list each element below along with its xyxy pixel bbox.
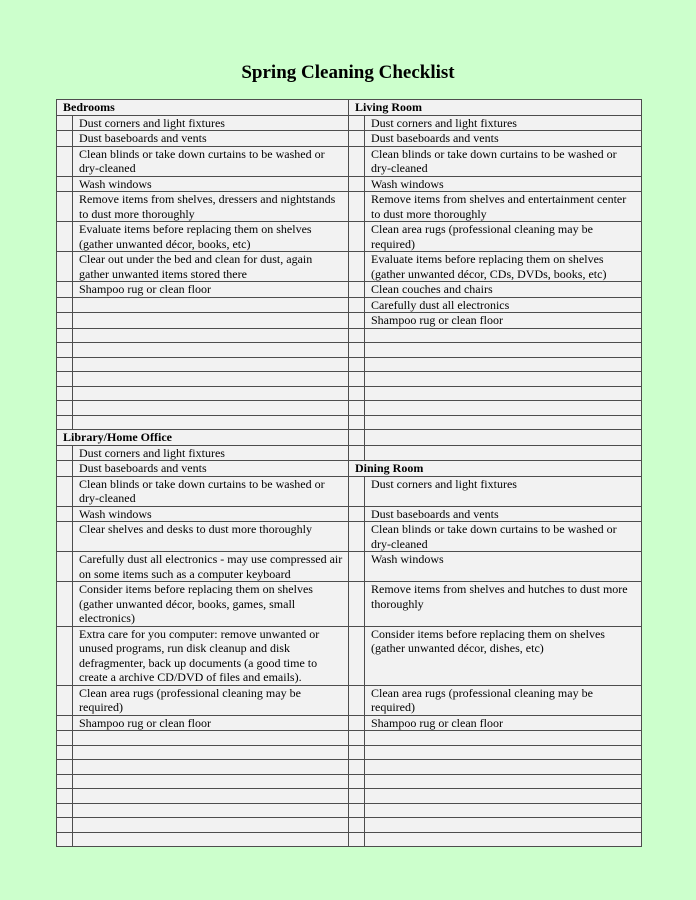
task-item: Shampoo rug or clean floor	[73, 715, 349, 731]
task-item: Clean blinds or take down curtains to be washed or dry-cleaned	[73, 476, 349, 506]
checkbox-cell[interactable]	[57, 343, 73, 358]
task-item: Clear shelves and desks to dust more thoroughly	[73, 522, 349, 552]
checklist-row	[57, 506, 642, 522]
checkbox-cell[interactable]	[57, 715, 73, 731]
checkbox-cell[interactable]	[349, 282, 365, 298]
checklist-row	[57, 552, 642, 582]
checkbox-cell[interactable]	[349, 146, 365, 176]
checkbox-cell[interactable]	[349, 372, 365, 387]
task-item	[365, 745, 642, 760]
task-item	[365, 803, 642, 818]
checkbox-cell[interactable]	[57, 282, 73, 298]
task-item	[73, 401, 349, 416]
task-item: Clean couches and chairs	[365, 282, 642, 298]
checkbox-cell[interactable]	[349, 832, 365, 847]
checkbox-cell[interactable]	[349, 626, 365, 685]
checkbox-cell[interactable]	[57, 774, 73, 789]
checkbox-cell[interactable]	[57, 115, 73, 131]
checklist-row	[57, 131, 642, 147]
checkbox-cell[interactable]	[349, 401, 365, 416]
task-item	[73, 789, 349, 804]
task-item	[365, 774, 642, 789]
checkbox-cell[interactable]	[57, 297, 73, 313]
checkbox-cell[interactable]	[57, 357, 73, 372]
task-item: Evaluate items before replacing them on shelves (gather unwanted décor, books, etc)	[73, 222, 349, 252]
checkbox-cell[interactable]	[57, 372, 73, 387]
task-item	[73, 328, 349, 343]
task-item: Shampoo rug or clean floor	[365, 313, 642, 329]
task-item	[73, 731, 349, 746]
checklist-row	[57, 832, 642, 847]
checkbox-cell[interactable]	[57, 313, 73, 329]
task-item: Consider items before replacing them on shelves (gather unwanted décor, dishes, etc)	[365, 626, 642, 685]
task-item: Extra care for you computer: remove unwanted or unused programs, run disk cleanup and disk defragmenter, back up documents (a good time to create a archive CD/DVD of files and emails).	[73, 626, 349, 685]
task-item: Evaluate items before replacing them on shelves (gather unwanted décor, CDs, DVDs, books, etc)	[365, 252, 642, 282]
task-item	[365, 357, 642, 372]
task-item: Shampoo rug or clean floor	[365, 715, 642, 731]
checkbox-cell[interactable]	[57, 522, 73, 552]
checklist-row	[57, 343, 642, 358]
checkbox-cell[interactable]	[57, 461, 73, 477]
task-item	[73, 803, 349, 818]
checkbox-cell[interactable]	[57, 582, 73, 627]
checkbox-cell[interactable]	[349, 803, 365, 818]
checkbox-cell[interactable]	[57, 252, 73, 282]
checkbox-cell[interactable]	[349, 176, 365, 192]
checklist-row	[57, 774, 642, 789]
checkbox-cell[interactable]	[349, 685, 365, 715]
task-item: Wash windows	[73, 176, 349, 192]
checkbox-cell[interactable]	[349, 313, 365, 329]
checklist-row	[57, 445, 642, 461]
checkbox-cell[interactable]	[57, 386, 73, 401]
task-item	[365, 818, 642, 833]
checklist-table	[56, 99, 642, 847]
checklist-row	[57, 685, 642, 715]
task-item: Dust baseboards and vents	[73, 131, 349, 147]
checkbox-cell[interactable]	[349, 445, 365, 461]
task-item	[73, 745, 349, 760]
checkbox-cell[interactable]	[57, 760, 73, 775]
task-item: Wash windows	[73, 506, 349, 522]
checkbox-cell[interactable]	[57, 131, 73, 147]
checklist-row	[57, 760, 642, 775]
checkbox-cell[interactable]	[349, 115, 365, 131]
checkbox-cell[interactable]	[57, 222, 73, 252]
checklist-row	[57, 476, 642, 506]
task-item	[73, 343, 349, 358]
checkbox-cell[interactable]	[57, 552, 73, 582]
checkbox-cell[interactable]	[349, 252, 365, 282]
task-item: Remove items from shelves and hutches to dust more thoroughly	[365, 582, 642, 627]
task-item: Carefully dust all electronics	[365, 297, 642, 313]
checkbox-cell[interactable]	[57, 832, 73, 847]
task-item: Wash windows	[365, 176, 642, 192]
task-item: Clean blinds or take down curtains to be washed or dry-cleaned	[365, 146, 642, 176]
checklist-row	[57, 252, 642, 282]
checkbox-cell[interactable]	[57, 476, 73, 506]
checklist-row	[57, 401, 642, 416]
task-item	[365, 430, 642, 446]
checklist-row	[57, 582, 642, 627]
task-item	[365, 832, 642, 847]
checkbox-cell[interactable]	[57, 818, 73, 833]
section-heading: Bedrooms	[57, 100, 349, 116]
checklist-row	[57, 731, 642, 746]
checkbox-cell[interactable]	[57, 685, 73, 715]
checkbox-cell[interactable]	[349, 297, 365, 313]
section-heading: Library/Home Office	[57, 430, 349, 446]
checkbox-cell[interactable]	[349, 818, 365, 833]
task-item	[365, 372, 642, 387]
checkbox-cell[interactable]	[349, 760, 365, 775]
task-item	[73, 386, 349, 401]
task-item	[73, 832, 349, 847]
checkbox-cell[interactable]	[57, 731, 73, 746]
checkbox-cell[interactable]	[349, 582, 365, 627]
checklist-row	[57, 297, 642, 313]
checkbox-cell[interactable]	[57, 745, 73, 760]
checkbox-cell[interactable]	[349, 745, 365, 760]
checkbox-cell[interactable]	[57, 789, 73, 804]
task-item	[73, 297, 349, 313]
task-item: Wash windows	[365, 552, 642, 582]
task-item: Dust corners and light fixtures	[73, 445, 349, 461]
checkbox-cell[interactable]	[349, 357, 365, 372]
checkbox-cell[interactable]	[349, 386, 365, 401]
checklist-row	[57, 357, 642, 372]
task-item: Dust baseboards and vents	[365, 506, 642, 522]
checkbox-cell[interactable]	[349, 552, 365, 582]
checkbox-cell[interactable]	[57, 328, 73, 343]
task-item: Remove items from shelves, dressers and nightstands to dust more thoroughly	[73, 192, 349, 222]
checklist-row	[57, 222, 642, 252]
checklist-row	[57, 415, 642, 430]
checklist-row	[57, 461, 642, 477]
checkbox-cell[interactable]	[349, 328, 365, 343]
checklist-row	[57, 192, 642, 222]
checklist-row	[57, 146, 642, 176]
checkbox-cell[interactable]	[57, 176, 73, 192]
checklist-row	[57, 745, 642, 760]
checklist-row	[57, 430, 642, 446]
checkbox-cell[interactable]	[349, 131, 365, 147]
task-item	[365, 401, 642, 416]
checklist-row	[57, 715, 642, 731]
checkbox-cell[interactable]	[57, 506, 73, 522]
task-item: Clear out under the bed and clean for dust, again gather unwanted items stored there	[73, 252, 349, 282]
task-item: Dust corners and light fixtures	[73, 115, 349, 131]
checklist-row	[57, 818, 642, 833]
task-item: Carefully dust all electronics - may use compressed air on some items such as a computer keyboard	[73, 552, 349, 582]
checklist-row	[57, 282, 642, 298]
section-heading: Dining Room	[349, 461, 642, 477]
task-item: Dust corners and light fixtures	[365, 476, 642, 506]
checklist-row	[57, 626, 642, 685]
checklist-row	[57, 372, 642, 387]
checklist-row	[57, 115, 642, 131]
checklist-row	[57, 100, 642, 116]
checkbox-cell[interactable]	[349, 430, 365, 446]
task-item	[73, 415, 349, 430]
task-item: Clean area rugs (professional cleaning may be required)	[365, 222, 642, 252]
section-heading: Living Room	[349, 100, 642, 116]
checklist-row	[57, 386, 642, 401]
task-item	[365, 343, 642, 358]
task-item	[365, 789, 642, 804]
checkbox-cell[interactable]	[349, 343, 365, 358]
task-item	[73, 774, 349, 789]
task-item	[365, 760, 642, 775]
task-item	[73, 818, 349, 833]
task-item: Clean blinds or take down curtains to be washed or dry-cleaned	[73, 146, 349, 176]
task-item	[365, 328, 642, 343]
checkbox-cell[interactable]	[57, 146, 73, 176]
checklist-row	[57, 328, 642, 343]
task-item: Dust baseboards and vents	[365, 131, 642, 147]
task-item: Dust baseboards and vents	[73, 461, 349, 477]
task-item: Clean area rugs (professional cleaning may be required)	[73, 685, 349, 715]
checklist-row	[57, 803, 642, 818]
task-item: Dust corners and light fixtures	[365, 115, 642, 131]
checkbox-cell[interactable]	[349, 415, 365, 430]
task-item: Consider items before replacing them on shelves (gather unwanted décor, books, games, small electronics)	[73, 582, 349, 627]
task-item	[365, 415, 642, 430]
checkbox-cell[interactable]	[349, 731, 365, 746]
checkbox-cell[interactable]	[349, 222, 365, 252]
checkbox-cell[interactable]	[349, 789, 365, 804]
task-item: Clean blinds or take down curtains to be washed or dry-cleaned	[365, 522, 642, 552]
checkbox-cell[interactable]	[57, 445, 73, 461]
task-item	[365, 445, 642, 461]
checklist-row	[57, 789, 642, 804]
checkbox-cell[interactable]	[349, 506, 365, 522]
checkbox-cell[interactable]	[57, 626, 73, 685]
checkbox-cell[interactable]	[57, 803, 73, 818]
task-item: Shampoo rug or clean floor	[73, 282, 349, 298]
task-item	[73, 760, 349, 775]
checkbox-cell[interactable]	[349, 715, 365, 731]
task-item	[365, 386, 642, 401]
checkbox-cell[interactable]	[349, 476, 365, 506]
task-item	[73, 372, 349, 387]
task-item	[73, 357, 349, 372]
page-title: Spring Cleaning Checklist	[241, 62, 455, 83]
checkbox-cell[interactable]	[349, 774, 365, 789]
task-item	[365, 731, 642, 746]
checkbox-cell[interactable]	[349, 522, 365, 552]
checkbox-cell[interactable]	[57, 415, 73, 430]
checklist-row	[57, 313, 642, 329]
checkbox-cell[interactable]	[57, 192, 73, 222]
checklist-row	[57, 176, 642, 192]
checklist-row	[57, 522, 642, 552]
task-item	[73, 313, 349, 329]
checkbox-cell[interactable]	[349, 192, 365, 222]
task-item: Remove items from shelves and entertainment center to dust more thoroughly	[365, 192, 642, 222]
checkbox-cell[interactable]	[57, 401, 73, 416]
task-item: Clean area rugs (professional cleaning may be required)	[365, 685, 642, 715]
